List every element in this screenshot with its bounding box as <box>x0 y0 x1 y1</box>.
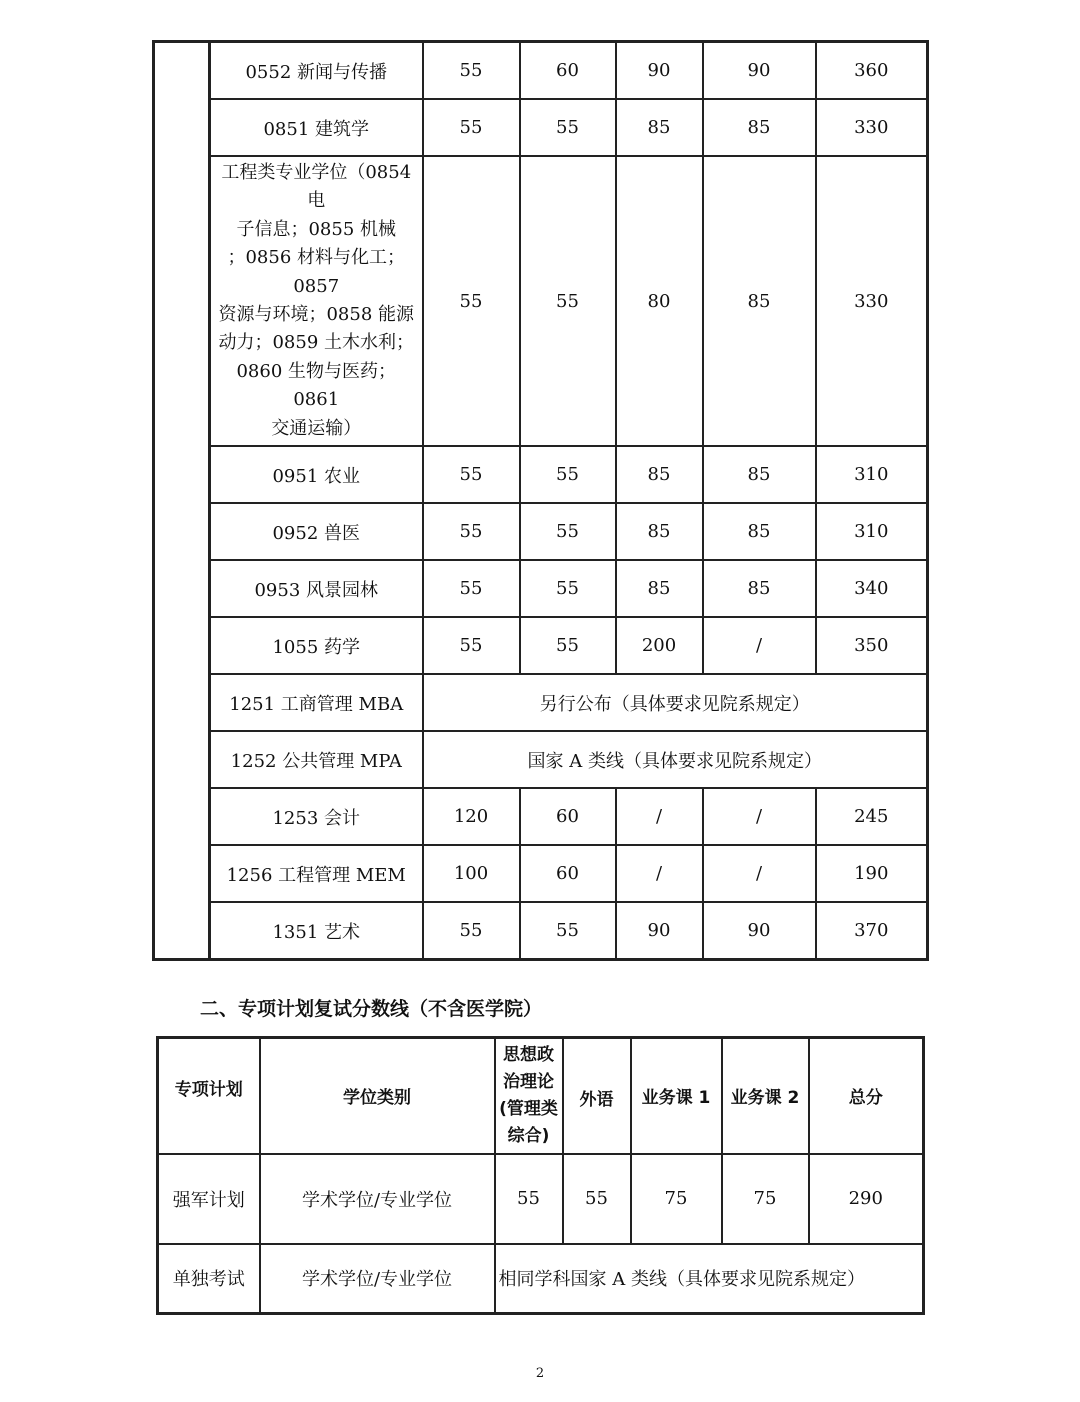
score-course1: 90 <box>616 42 703 100</box>
plan-name: 单独考试 <box>158 1244 260 1314</box>
header-politics-line: 治理论 <box>503 1071 554 1092</box>
header-politics-line: (管理类 <box>499 1098 558 1119</box>
score-course1: 85 <box>616 560 703 617</box>
score-course2: / <box>703 788 816 845</box>
degree-name: 0952 兽医 <box>210 503 423 560</box>
degree-type: 学术学位/专业学位 <box>260 1154 495 1244</box>
score-politics: 120 <box>423 788 520 845</box>
table-row <box>154 674 928 731</box>
score-foreign: 60 <box>520 42 616 100</box>
score-foreign: 60 <box>520 788 616 845</box>
header-foreign: 外语 <box>563 1038 631 1154</box>
score-course2: 75 <box>722 1154 809 1244</box>
score-course2: 90 <box>703 902 816 960</box>
score-foreign: 55 <box>563 1154 631 1244</box>
score-politics: 55 <box>423 503 520 560</box>
section-title: 二、专项计划复试分数线（不含医学院） <box>200 998 543 1020</box>
degree-name-line: 交通运输） <box>271 417 362 439</box>
table-row <box>154 788 928 845</box>
page-number: 2 <box>535 1366 545 1381</box>
table-row <box>154 99 928 156</box>
degree-name-line: 资源与环境；0858 能源 <box>218 304 415 326</box>
score-total: 310 <box>816 503 928 560</box>
category-cell <box>154 42 210 960</box>
score-note: 国家 A 类线（具体要求见院系规定） <box>423 731 928 788</box>
table-row <box>154 156 928 446</box>
score-foreign: 55 <box>520 446 616 503</box>
score-note: 相同学科国家 A 类线（具体要求见院系规定） <box>495 1244 924 1314</box>
score-politics: 55 <box>423 902 520 960</box>
table-row <box>154 42 928 100</box>
score-table-professional <box>152 40 929 961</box>
score-table-special-plan <box>156 1036 925 1315</box>
score-total: 340 <box>816 560 928 617</box>
degree-name-line: 工程类专业学位（0854 电 <box>221 162 412 212</box>
score-course2: 85 <box>703 503 816 560</box>
score-total: 330 <box>816 99 928 156</box>
score-course2: / <box>703 845 816 902</box>
header-total: 总分 <box>809 1038 924 1154</box>
score-total: 245 <box>816 788 928 845</box>
header-course1: 业务课 1 <box>631 1038 722 1154</box>
degree-name-line: 动力；0859 土木水利； <box>218 332 415 354</box>
degree-name: 1351 艺术 <box>210 902 423 960</box>
score-course1: 85 <box>616 503 703 560</box>
score-politics: 100 <box>423 845 520 902</box>
score-foreign: 55 <box>520 503 616 560</box>
header-politics <box>495 1038 563 1154</box>
header-plan: 专项计划 <box>158 1038 260 1154</box>
score-total: 360 <box>816 42 928 100</box>
degree-name: 1055 药学 <box>210 617 423 674</box>
degree-name-engineering <box>210 156 423 446</box>
score-politics: 55 <box>423 42 520 100</box>
score-foreign: 60 <box>520 845 616 902</box>
header-politics-line: 思想政 <box>503 1044 554 1065</box>
score-total: 310 <box>816 446 928 503</box>
score-total: 370 <box>816 902 928 960</box>
degree-name: 0953 风景园林 <box>210 560 423 617</box>
score-course1: 75 <box>631 1154 722 1244</box>
degree-type: 学术学位/专业学位 <box>260 1244 495 1314</box>
degree-name-line: 子信息；0855 机械 <box>236 218 397 240</box>
degree-name-line: ；0856 材料与化工；0857 <box>227 247 406 297</box>
score-course1: / <box>616 845 703 902</box>
score-course2: / <box>703 617 816 674</box>
header-course2: 业务课 2 <box>722 1038 809 1154</box>
score-politics: 55 <box>423 560 520 617</box>
score-course1: 200 <box>616 617 703 674</box>
score-course1: 90 <box>616 902 703 960</box>
header-politics-line: 综合) <box>507 1125 550 1146</box>
score-foreign: 55 <box>520 617 616 674</box>
table-row <box>158 1154 924 1244</box>
degree-name: 0851 建筑学 <box>210 99 423 156</box>
header-row <box>158 1038 924 1154</box>
score-total: 290 <box>809 1154 924 1244</box>
degree-name: 1256 工程管理 MEM <box>210 845 423 902</box>
score-politics: 55 <box>423 617 520 674</box>
table-row <box>158 1244 924 1314</box>
degree-name: 1251 工商管理 MBA <box>210 674 423 731</box>
score-foreign: 55 <box>520 156 616 446</box>
score-course1: 85 <box>616 446 703 503</box>
degree-name: 1252 公共管理 MPA <box>210 731 423 788</box>
score-note: 另行公布（具体要求见院系规定） <box>423 674 928 731</box>
score-foreign: 55 <box>520 99 616 156</box>
score-total: 190 <box>816 845 928 902</box>
table-row <box>154 845 928 902</box>
table-row <box>154 731 928 788</box>
score-politics: 55 <box>423 446 520 503</box>
table-row <box>154 446 928 503</box>
score-course1: 85 <box>616 99 703 156</box>
score-course2: 85 <box>703 560 816 617</box>
plan-name: 强军计划 <box>158 1154 260 1244</box>
score-course2: 85 <box>703 156 816 446</box>
score-total: 350 <box>816 617 928 674</box>
score-politics: 55 <box>423 99 520 156</box>
score-foreign: 55 <box>520 902 616 960</box>
table-row <box>154 902 928 960</box>
score-course2: 90 <box>703 42 816 100</box>
score-course1: / <box>616 788 703 845</box>
degree-name: 0951 农业 <box>210 446 423 503</box>
table-row <box>154 560 928 617</box>
score-politics: 55 <box>423 156 520 446</box>
score-course2: 85 <box>703 446 816 503</box>
degree-name-line: 0860 生物与医药； 0861 <box>236 360 397 411</box>
score-foreign: 55 <box>520 560 616 617</box>
table-row <box>154 617 928 674</box>
header-degree: 学位类别 <box>260 1038 495 1154</box>
score-course1: 80 <box>616 156 703 446</box>
score-course2: 85 <box>703 99 816 156</box>
table-row <box>154 503 928 560</box>
score-total: 330 <box>816 156 928 446</box>
score-politics: 55 <box>495 1154 563 1244</box>
degree-name: 0552 新闻与传播 <box>210 42 423 100</box>
degree-name: 1253 会计 <box>210 788 423 845</box>
